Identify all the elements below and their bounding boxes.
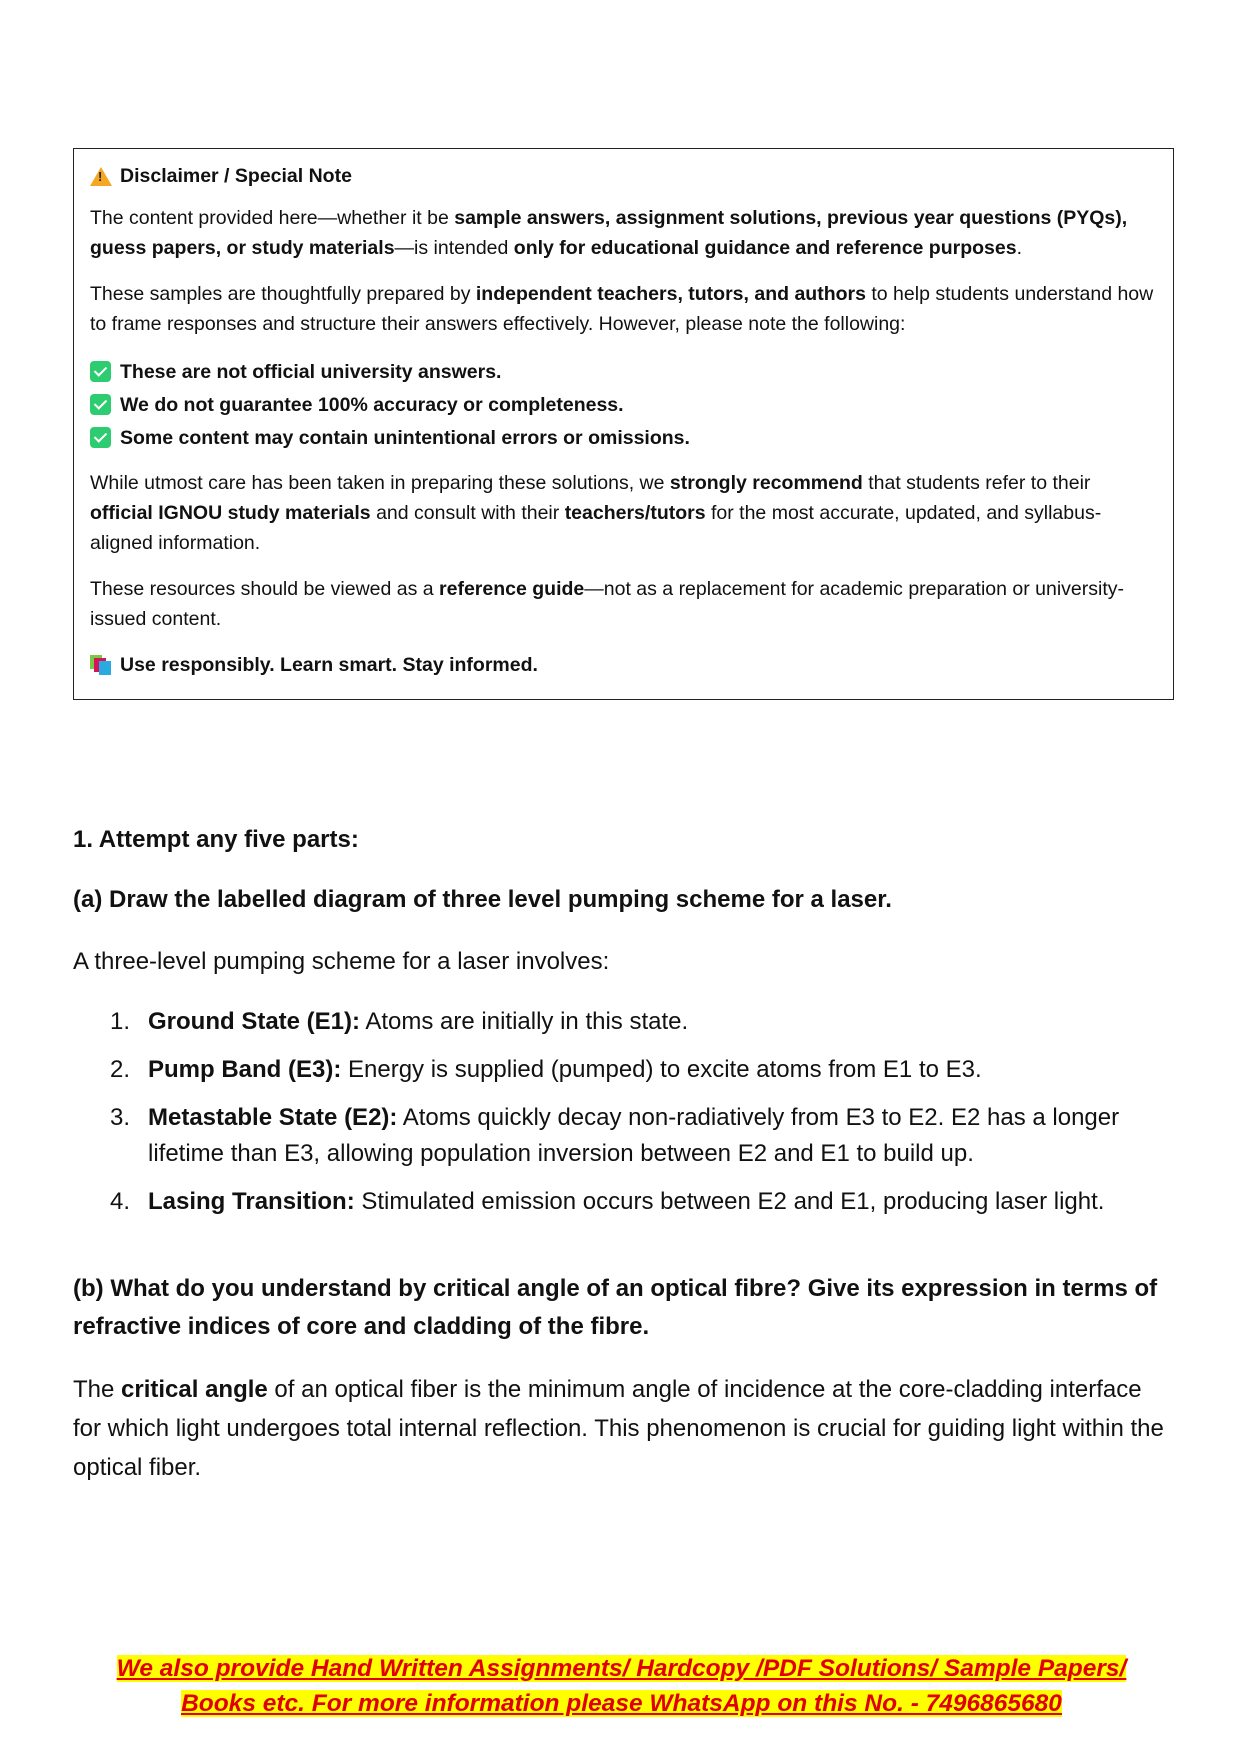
- warning-icon: [90, 167, 112, 186]
- text: The: [73, 1376, 122, 1403]
- answer-b: [73, 1370, 1173, 1487]
- text: of an optical fiber is the minimum angle of incidence at the core-cladding interface for which light undergoes total internal reflection. This phenomenon is crucial for guiding light within the optical fiber.: [73, 1376, 1164, 1481]
- text: The content provided here—whether it be: [90, 207, 455, 229]
- bold-text: reference guide: [439, 578, 585, 600]
- text: —not as a replacement for academic preparation or university-issued content.: [90, 578, 1125, 630]
- checklist-text: These are not official university answers.: [120, 360, 502, 383]
- item-label: Metastable State (E2):: [148, 1104, 398, 1131]
- question-b: (b) What do you understand by critical angle of an optical fibre? Give its expression in terms of refractive indices of core and cladding of the fibre.: [73, 1275, 1158, 1340]
- item-text: Atoms quickly decay non-radiatively from E3 to E2. E2 has a longer lifetime than E3, allowing population inversion between E2 and E1 to build up.: [148, 1104, 1120, 1167]
- disclaimer-paragraph-1: [90, 203, 1157, 263]
- bold-text: official IGNOU study materials: [90, 502, 371, 524]
- text: While utmost care has been taken in preparing these solutions, we: [90, 472, 670, 494]
- list-item: [148, 1004, 1173, 1040]
- pumping-scheme-list: [73, 1004, 1173, 1232]
- bold-text: critical angle: [121, 1376, 268, 1403]
- item-text: Stimulated emission occurs between E2 and E1, producing laser light.: [354, 1188, 1105, 1215]
- promo-footer: [90, 1651, 1153, 1721]
- disclaimer-paragraph-3: [90, 468, 1157, 558]
- closing-text: Use responsibly. Learn smart. Stay informed.: [120, 654, 538, 676]
- text: and consult with their: [370, 502, 565, 524]
- text: These samples are thoughtfully prepared by: [90, 283, 476, 305]
- text: —is intended: [394, 237, 514, 259]
- check-icon: [90, 427, 111, 448]
- disclaimer-closing: [90, 650, 1157, 680]
- text: .: [1016, 237, 1023, 259]
- text: to help students understand how to frame responses and structure their answers effectively. However, please note the following:: [90, 283, 1154, 335]
- item-label: Ground State (E1):: [148, 1008, 361, 1035]
- bold-text: sample answers, assignment solutions, previous year questions (PYQs), guess papers, or study materials: [90, 207, 1128, 259]
- item-text: Atoms are initially in this state.: [360, 1008, 689, 1035]
- bold-text: only for educational guidance and reference purposes: [513, 237, 1017, 259]
- disclaimer-title-text: Disclaimer / Special Note: [120, 165, 352, 187]
- checklist-item: [90, 421, 1157, 454]
- check-icon: [90, 394, 111, 415]
- checklist-item: [90, 355, 1157, 388]
- item-text: Energy is supplied (pumped) to excite atoms from E1 to E3.: [341, 1056, 982, 1083]
- section-heading: 1. Attempt any five parts:: [73, 826, 359, 853]
- question-a: (a) Draw the labelled diagram of three level pumping scheme for a laser.: [73, 886, 892, 913]
- check-icon: [90, 361, 111, 382]
- text: These resources should be viewed as a: [90, 578, 440, 600]
- list-item: [148, 1100, 1173, 1172]
- disclaimer-paragraph-2: [90, 279, 1157, 339]
- checklist: [90, 355, 1157, 454]
- bold-text: teachers/tutors: [564, 502, 706, 524]
- promo-line-2: Books etc. For more information please WhatsApp on this No. - 7496865680: [181, 1690, 1062, 1717]
- answer-intro: A three-level pumping scheme for a laser involves:: [73, 948, 610, 975]
- disclaimer-box: [73, 148, 1174, 700]
- item-label: Pump Band (E3):: [148, 1056, 342, 1083]
- text: that students refer to their: [862, 472, 1091, 494]
- bold-text: independent teachers, tutors, and authors: [475, 283, 866, 305]
- checklist-text: We do not guarantee 100% accuracy or completeness.: [120, 393, 624, 416]
- checklist-text: Some content may contain unintentional errors or omissions.: [120, 426, 690, 449]
- list-item: [148, 1184, 1173, 1220]
- disclaimer-paragraph-4: [90, 574, 1157, 634]
- promo-line-1: We also provide Hand Written Assignments/ Hardcopy /PDF Solutions/ Sample Papers/: [116, 1655, 1127, 1682]
- text: for the most accurate, updated, and syllabus-aligned information.: [90, 502, 1102, 554]
- books-icon: [90, 655, 112, 675]
- item-label: Lasing Transition:: [148, 1188, 355, 1215]
- bold-text: strongly recommend: [669, 472, 863, 494]
- list-item: [148, 1052, 1173, 1088]
- disclaimer-title: [90, 161, 1157, 191]
- checklist-item: [90, 388, 1157, 421]
